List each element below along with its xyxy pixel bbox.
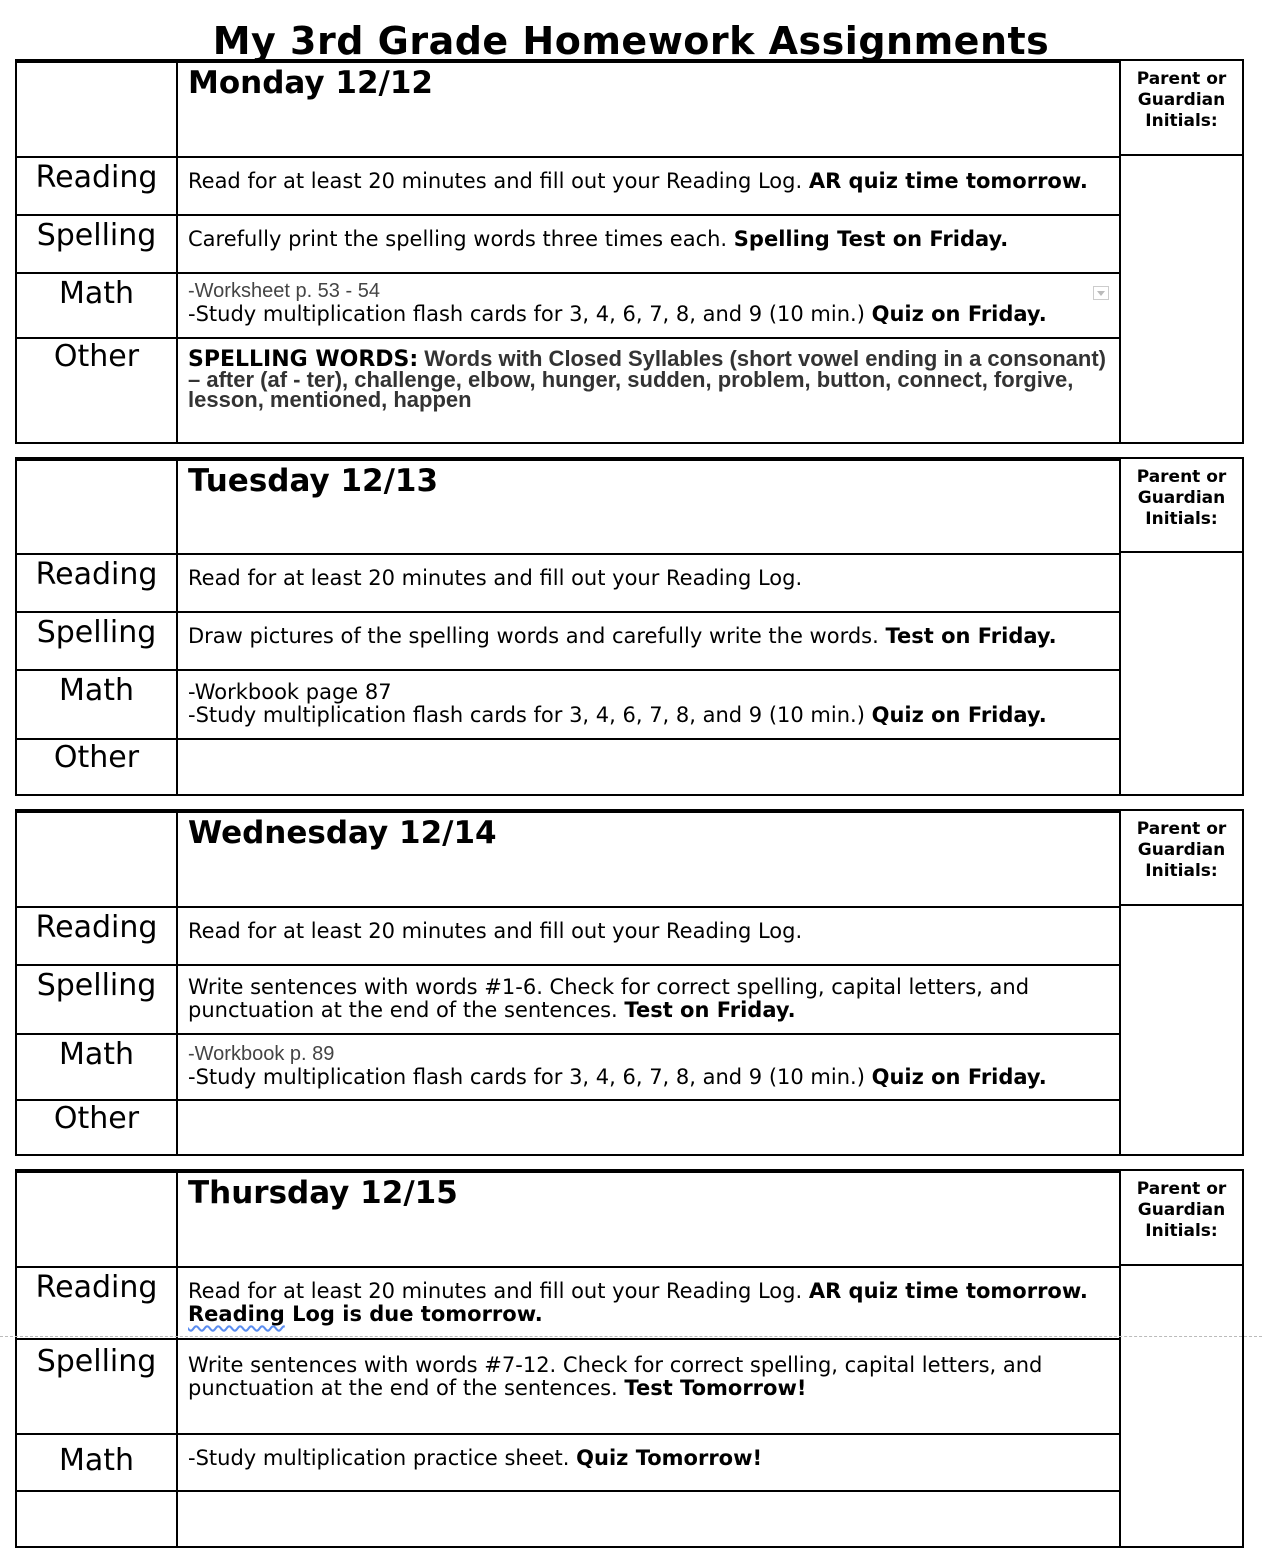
other-row (17, 337, 1121, 446)
assignment-part: Words with Closed Syllables (short vowel ending in a consonant) – after (af - ter), challenge, elbow, hunger, sudden, problem, button, connect, forgive, lesson, mentioned, happen (188, 346, 1106, 412)
subject-label: Spelling (36, 968, 157, 1003)
parent-initials-label (1121, 1179, 1242, 1242)
assignment-part: Read for at least 20 minutes and fill out your Reading Log. (188, 566, 803, 590)
assignment-part: Write sentences with words #7-12. Check for correct spelling, capital letters, and punctuation at the end of the sentences. (188, 1353, 1043, 1400)
initials-divider (1121, 904, 1244, 906)
subject-label: Spelling (36, 615, 157, 650)
assignment-emphasis: Quiz Tomorrow! (576, 1446, 763, 1470)
initials-line: Parent or (1136, 467, 1227, 487)
subject-label: Reading (35, 160, 158, 195)
assignment-text (188, 567, 1111, 590)
subject-label: Math (58, 276, 135, 311)
initials-line: Initials: (1145, 861, 1218, 881)
assignment-emphasis: Log is due tomorrow. (284, 1302, 543, 1326)
assignment-emphasis: Spelling Test on Friday. (733, 227, 1009, 251)
thursday-table (15, 1169, 1244, 1548)
math-row (17, 1033, 1121, 1099)
spelling-row (17, 214, 1121, 272)
tuesday-table (15, 457, 1244, 796)
day-title: Tuesday 12/13 (188, 463, 439, 499)
subject-label: Reading (35, 910, 158, 945)
subject-label: Other (53, 339, 140, 374)
assignment-text (188, 1354, 1111, 1400)
assignment-text (188, 920, 1111, 943)
assignment-emphasis: Test on Friday. (885, 624, 1057, 648)
spelling-row (17, 611, 1121, 669)
subject-label: Spelling (36, 1344, 157, 1379)
assignment-emphasis: Test on Friday. (624, 998, 796, 1022)
assignment-text (188, 1447, 1111, 1470)
reading-row (17, 156, 1121, 214)
subject-label: Math (58, 1443, 135, 1478)
page-break-line (0, 1336, 1262, 1337)
assignment-text (188, 681, 1111, 727)
initials-line: Initials: (1145, 1221, 1218, 1241)
math-row (17, 272, 1121, 337)
assignment-emphasis: Test Tomorrow! (624, 1376, 807, 1400)
other-row (17, 738, 1121, 796)
assignment-emphasis: AR quiz time tomorrow. (808, 1279, 1088, 1303)
assignment-text (188, 625, 1111, 648)
assignment-part: -Study multiplication flash cards for 3, 4, 6, 7, 8, and 9 (10 min.) (188, 1065, 865, 1089)
assignment-text (188, 1043, 1111, 1089)
day-header-row (17, 459, 1121, 553)
initials-line: Guardian (1137, 90, 1226, 110)
assignment-part: Read for at least 20 minutes and fill out your Reading Log. (188, 1279, 803, 1303)
initials-divider (1121, 154, 1244, 156)
reading-row (17, 906, 1121, 964)
initials-line: Parent or (1136, 1179, 1227, 1199)
initials-line: Parent or (1136, 69, 1227, 89)
assignment-text (188, 1280, 1111, 1326)
assignment-part: Read for at least 20 minutes and fill out your Reading Log. (188, 919, 803, 943)
assignment-part: Carefully print the spelling words three times each. (188, 227, 728, 251)
subject-label: Math (58, 1037, 135, 1072)
math-row (17, 1433, 1121, 1490)
assignment-line: -Worksheet p. 53 - 54 (188, 280, 380, 302)
spelling-words-text (188, 346, 1111, 412)
subject-label: Reading (35, 1270, 158, 1305)
wednesday-table (15, 809, 1244, 1156)
reading-row (17, 553, 1121, 611)
assignment-line (188, 303, 1111, 326)
day-title: Thursday 12/15 (188, 1175, 458, 1211)
day-header-row (17, 61, 1121, 156)
empty-row (17, 1490, 1121, 1548)
assignment-line (188, 704, 1111, 727)
spelling-row (17, 964, 1121, 1033)
assignment-part: Read for at least 20 minutes and fill out your Reading Log. (188, 169, 803, 193)
day-title: Monday 12/12 (188, 65, 433, 101)
other-row (17, 1099, 1121, 1156)
day-title: Wednesday 12/14 (188, 815, 497, 851)
initials-line: Parent or (1136, 819, 1227, 839)
assignment-emphasis: Quiz on Friday. (871, 703, 1047, 727)
parent-initials-label (1121, 819, 1242, 882)
day-header-row (17, 1171, 1121, 1266)
assignment-emphasis: AR quiz time tomorrow. (808, 169, 1088, 193)
assignment-emphasis: Quiz on Friday. (871, 302, 1047, 326)
reading-row (17, 1266, 1121, 1338)
initials-divider (1121, 1264, 1244, 1266)
dropdown-arrow-icon[interactable] (1093, 286, 1109, 300)
initials-line: Initials: (1145, 509, 1218, 529)
assignment-line: -Workbook p. 89 (188, 1043, 335, 1065)
subject-label: Other (53, 1101, 140, 1136)
assignment-part: -Study multiplication practice sheet. (188, 1446, 570, 1470)
initials-line: Guardian (1137, 840, 1226, 860)
initials-line: Guardian (1137, 1200, 1226, 1220)
assignment-text (188, 228, 1111, 251)
assignment-part: Draw pictures of the spelling words and carefully write the words. (188, 624, 879, 648)
monday-table (15, 59, 1244, 444)
assignment-part: -Study multiplication flash cards for 3, 4, 6, 7, 8, and 9 (10 min.) (188, 302, 865, 326)
subject-label: Other (53, 740, 140, 775)
math-row (17, 669, 1121, 738)
initials-divider (1121, 551, 1244, 553)
spellcheck-word: Reading (188, 1302, 285, 1326)
assignment-text (188, 170, 1111, 193)
initials-line: Initials: (1145, 111, 1218, 131)
assignment-line: -Workbook page 87 (188, 680, 392, 704)
subject-label: Spelling (36, 218, 157, 253)
parent-initials-label (1121, 69, 1242, 132)
subject-label: Math (58, 673, 135, 708)
assignment-text (188, 280, 1111, 326)
day-header-row (17, 811, 1121, 906)
assignment-text (188, 976, 1111, 1022)
page-title: My 3rd Grade Homework Assignments (212, 19, 1050, 63)
assignment-emphasis: Quiz on Friday. (871, 1065, 1047, 1089)
assignment-line (188, 1066, 1111, 1089)
assignment-emphasis: SPELLING WORDS: (188, 347, 419, 372)
initials-line: Guardian (1137, 488, 1226, 508)
parent-initials-label (1121, 467, 1242, 530)
assignment-part: Write sentences with words #1-6. Check for correct spelling, capital letters, and punctuation at the end of the sentences. (188, 975, 1030, 1022)
spelling-row (17, 1338, 1121, 1433)
assignment-part: -Study multiplication flash cards for 3, 4, 6, 7, 8, and 9 (10 min.) (188, 703, 865, 727)
subject-label: Reading (35, 557, 158, 592)
